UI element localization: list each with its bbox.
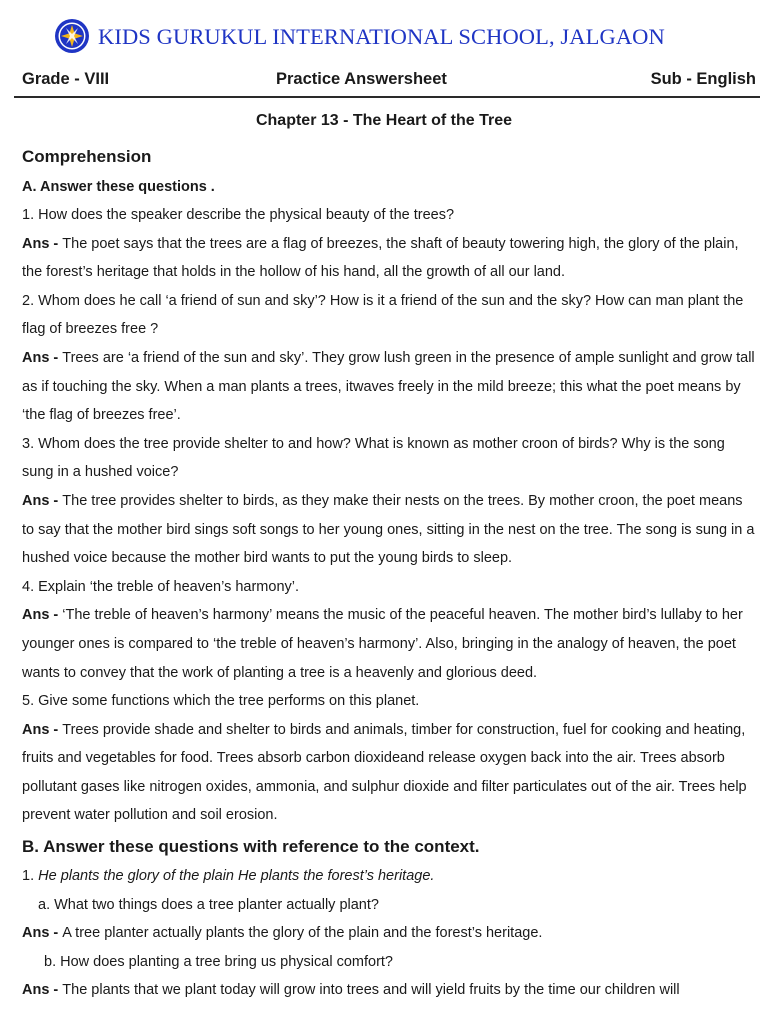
- extract-number: 1.: [22, 868, 39, 885]
- header-divider: [14, 96, 760, 98]
- answer-text: [22, 976, 756, 1005]
- extract-quote: He plants the glory of the plain He plants the forest’s heritage.: [38, 868, 435, 885]
- answer-label: Ans -: [22, 925, 63, 942]
- answer-body: The tree provides shelter to birds, as they make their nests on the trees. By mother croon, the poet means to say that the mother bird sings soft songs to her young ones, sitting in the nest on the tree. The song is sung in a hushed voice because the mother bird wants to put the young birds to sleep.: [22, 492, 755, 567]
- answer-body: Trees provide shade and shelter to birds and animals, timber for construction, fuel for cooking and heating, fruits and vegetables for food. Trees absorb carbon dioxideand release oxygen back into the air. Trees absorb pollutant gases like nitrogen oxides, ammonia, and sulphur dioxide and filter particulates out of the air. Trees help prevent water pollution and soil erosion.: [22, 721, 747, 824]
- school-name: KIDS GURUKUL INTERNATIONAL SCHOOL, JALGAON: [98, 24, 665, 49]
- question-text: a. What two things does a tree planter actually plant?: [38, 896, 379, 913]
- answer-text: [22, 601, 756, 687]
- answer-body: A tree planter actually plants the glory of the plain and the forest’s heritage.: [62, 925, 543, 942]
- school-logo-icon: [54, 18, 90, 54]
- question-text: 1. How does the speaker describe the physical beauty of the trees?: [22, 207, 455, 223]
- sheet-meta-row: [22, 70, 756, 92]
- answer-label: Ans -: [22, 607, 63, 624]
- answer-label: Ans -: [22, 982, 63, 999]
- answer-body: The poet says that the trees are a flag of breezes, the shaft of beauty towering high, the glory of the plain, the forest’s heritage that holds in the hollow of his hand, all the growth of all our land.: [22, 235, 739, 281]
- subject-label: Sub - English: [650, 70, 756, 88]
- answer-text: [22, 919, 756, 948]
- section-subheading-a: A. Answer these questions .: [22, 179, 215, 195]
- answer-body: The plants that we plant today will grow into trees and will yield fruits by the time our children will: [62, 982, 680, 999]
- sheet-title: Practice Answersheet: [276, 70, 447, 88]
- answer-text: [22, 344, 756, 430]
- chapter-title: Chapter 13 - The Heart of the Tree: [255, 112, 513, 129]
- section-heading-b: B. Answer these questions with reference to the context.: [22, 837, 480, 857]
- answer-label: Ans -: [22, 235, 63, 252]
- question-text: b. How does planting a tree bring us physical comfort?: [44, 953, 393, 970]
- answer-body: ‘The treble of heaven’s harmony’ means the music of the peaceful heaven. The mother bird’s lullaby to her younger ones is compared to ‘the treble of heaven’s harmony’. Also, bringing in the analogy of heaven, the poet wants to convey that the work of planting a tree is a heavenly and glorious deed.: [22, 607, 743, 681]
- answer-label: Ans -: [22, 721, 63, 738]
- answer-text: [22, 230, 756, 287]
- answer-text: [22, 487, 756, 573]
- question-text: 5. Give some functions which the tree performs on this planet.: [22, 693, 420, 710]
- question-text: 2. Whom does he call ‘a friend of sun and sky’? How is it a friend of the sun and the sky? How can man plant the flag of breezes free ?: [22, 292, 744, 338]
- grade-label: Grade - VIII: [22, 70, 110, 88]
- question-text: 3. Whom does the tree provide shelter to and how? What is known as mother croon of birds? Why is the song sung in a hushed voice?: [22, 435, 725, 481]
- section-heading-comprehension: Comprehension: [22, 147, 152, 166]
- answersheet-body: [22, 145, 756, 1005]
- answer-label: Ans -: [22, 492, 63, 509]
- answer-text: [22, 716, 756, 830]
- answer-body: Trees are ‘a friend of the sun and sky’. They grow lush green in the presence of ample sunlight and grow tall as if touching the sky. When a man plants a trees, itwaves freely in the mild breeze; this what the poet means by ‘the flag of breezes free’.: [22, 349, 755, 424]
- context-extract: [22, 862, 756, 891]
- question-text: 4. Explain ‘the treble of heaven’s harmony’.: [22, 578, 300, 595]
- answer-label: Ans -: [22, 349, 63, 366]
- school-header: [0, 14, 768, 62]
